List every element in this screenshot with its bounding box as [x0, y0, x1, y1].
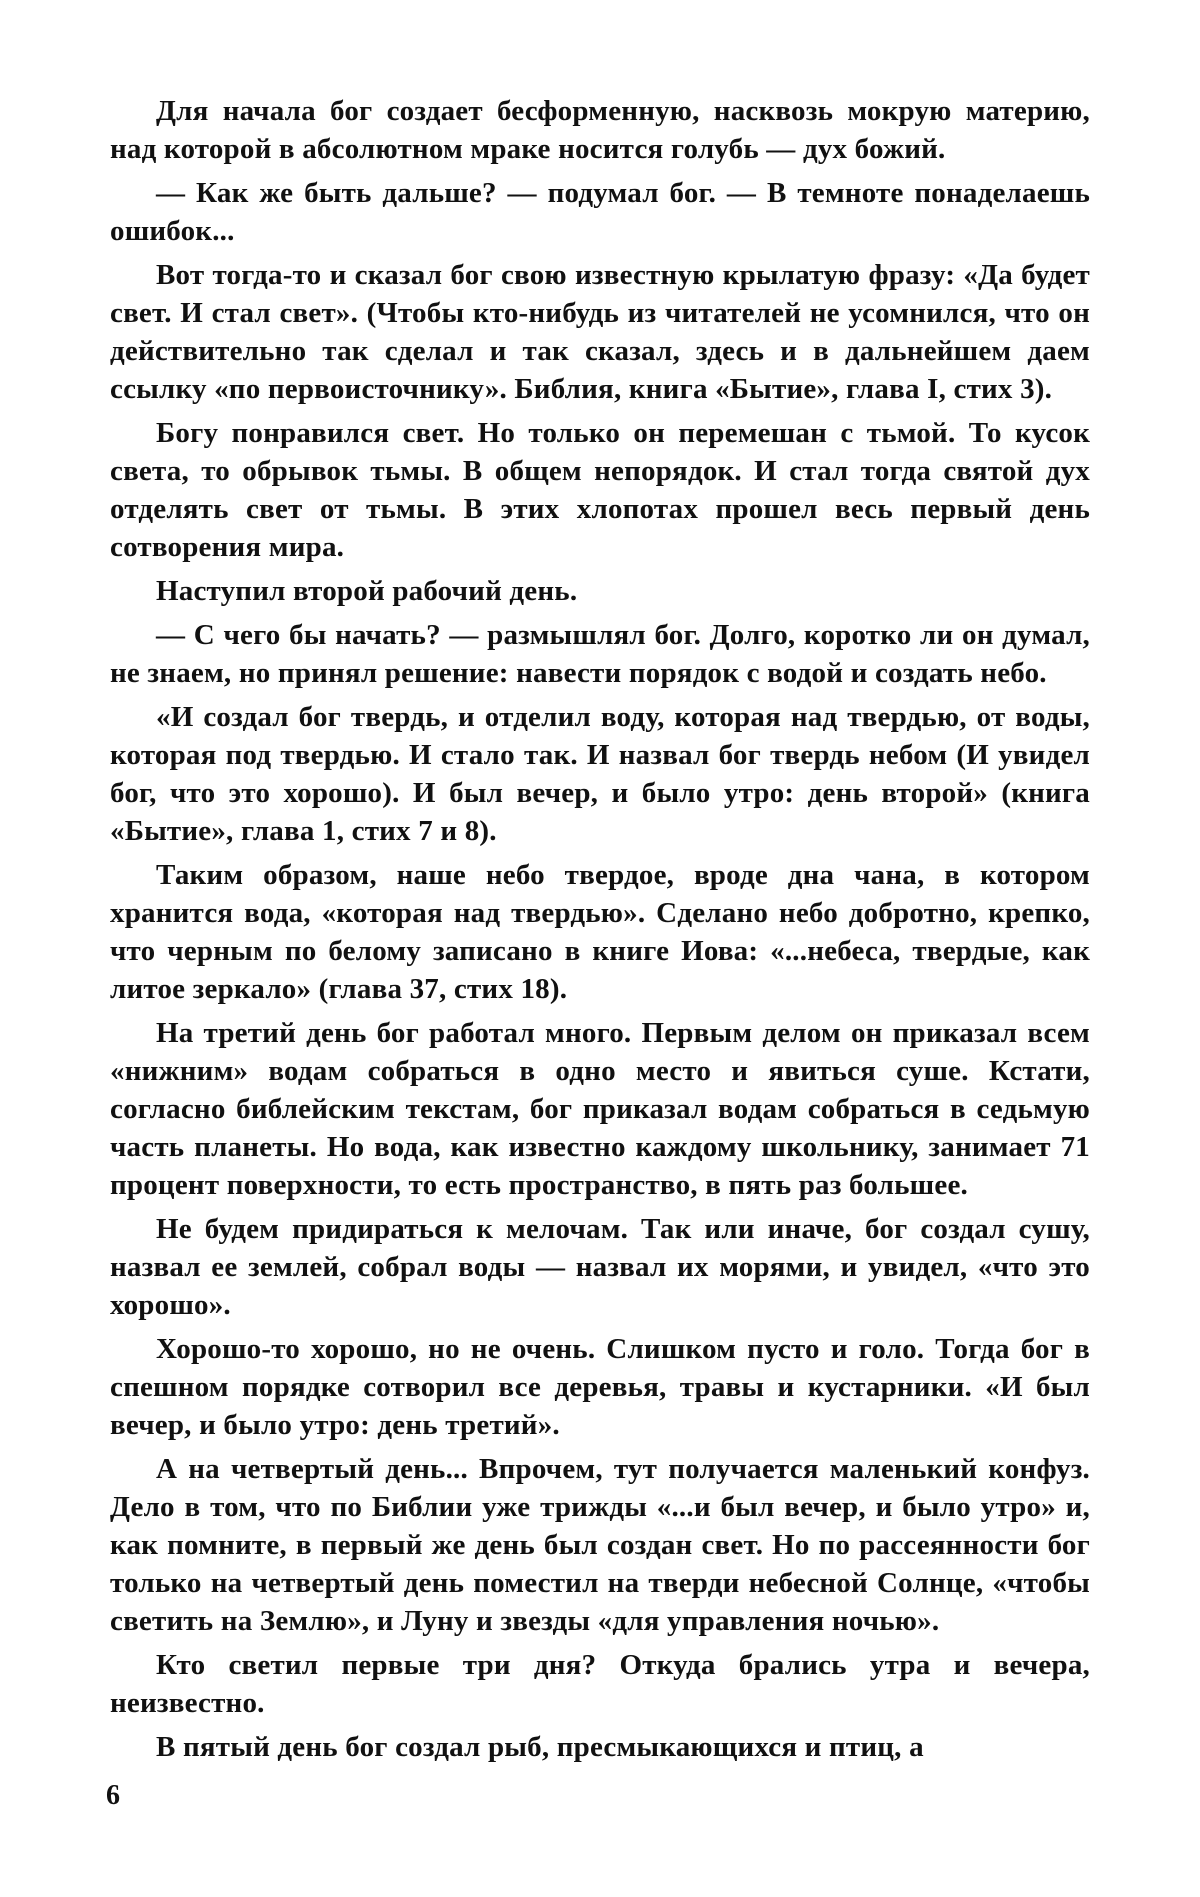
paragraph: На третий день бог работал много. Первым делом он приказал всем «нижним» водам собраться в одно место и явиться суше. Кстати, согласно библейским текстам, бог приказал водам собраться в седьмую часть планеты. Но вода, как известно каждому школьнику, занимает 71 процент поверхности, то есть пространство, в пять раз большее. [110, 1017, 1090, 1201]
paragraph: Для начала бог создает бесформенную, насквозь мокрую материю, над которой в абсолютном мраке носится голубь — дух божий. [110, 95, 1090, 165]
paragraph: — С чего бы начать? — размышлял бог. Долго, коротко ли он думал, не знаем, но принял решение: навести порядок с водой и создать небо. [110, 619, 1090, 689]
paragraph: Кто светил первые три дня? Откуда брались утра и вечера, неизвестно. [110, 1649, 1090, 1719]
paragraph: В пятый день бог создал рыб, пресмыкающихся и птиц, а [156, 1731, 924, 1763]
page-number: 6 [106, 1780, 120, 1811]
paragraph: Наступил второй рабочий день. [156, 575, 578, 607]
paragraph: — Как же быть дальше? — подумал бог. — В темноте понаделаешь ошибок... [110, 177, 1090, 247]
body-text [110, 92, 1090, 1772]
paragraph: «И создал бог твердь, и отделил воду, которая над твердью, от воды, которая под твердью. И стало так. И назвал бог твердь небом (И увидел бог, что это хорошо). И был вечер, и было утро: день второй» (книга «Бытие», глава 1, стих 7 и 8). [110, 701, 1090, 847]
paragraph: Таким образом, наше небо твердое, вроде дна чана, в котором хранится вода, «которая над твердью». Сделано небо добротно, крепко, что черным по белому записано в книге Иова: «...небеса, твердые, как литое зеркало» (глава 37, стих 18). [110, 859, 1090, 1005]
paragraph: Вот тогда-то и сказал бог свою известную крылатую фразу: «Да будет свет. И стал свет». (Чтобы кто-нибудь из читателей не усомнился, что он действительно так сделал и так сказал, здесь и в дальнейшем даем ссылку «по первоисточнику». Библия, книга «Бытие», глава I, стих 3). [110, 259, 1090, 405]
paragraph: А на четвертый день... Впрочем, тут получается маленький конфуз. Дело в том, что по Библии уже трижды «...и был вечер, и было утро» и, как помните, в первый же день был создан свет. Но по рассеянности бог только на четвертый день поместил на тверди небесной Солнце, «чтобы светить на Землю», и Луну и звезды «для управления ночью». [110, 1453, 1090, 1637]
paragraph: Богу понравился свет. Но только он перемешан с тьмой. То кусок света, то обрывок тьмы. В общем непорядок. И стал тогда святой дух отделять свет от тьмы. В этих хлопотах прошел весь первый день сотворения мира. [110, 417, 1090, 563]
paragraph: Хорошо-то хорошо, но не очень. Слишком пусто и голо. Тогда бог в спешном порядке сотворил все деревья, травы и кустарники. «И был вечер, и было утро: день третий». [110, 1333, 1090, 1441]
paragraph: Не будем придираться к мелочам. Так или иначе, бог создал сушу, назвал ее землей, собрал воды — назвал их морями, и увидел, «что это хорошо». [110, 1213, 1090, 1321]
